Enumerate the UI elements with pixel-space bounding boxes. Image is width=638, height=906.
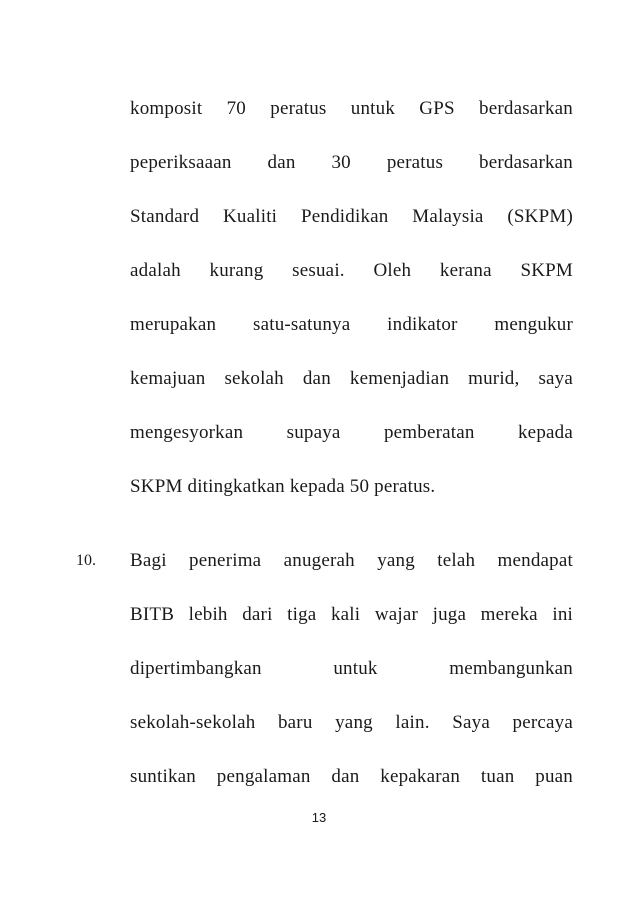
- paragraph-number: 10.: [76, 552, 96, 569]
- text-line: komposit 70 peratus untuk GPS berdasarkan: [130, 98, 573, 119]
- text-line: dipertimbangkan untuk membangunkan: [130, 658, 573, 679]
- text-line: suntikan pengalaman dan kepakaran tuan puan: [130, 766, 573, 787]
- text-line: Standard Kualiti Pendidikan Malaysia (SKPM): [130, 206, 573, 227]
- text-line: Bagi penerima anugerah yang telah mendapat: [130, 550, 573, 571]
- text-line: BITB lebih dari tiga kali wajar juga mereka ini: [130, 604, 573, 625]
- text-line: merupakan satu-satunya indikator mengukur: [130, 314, 573, 335]
- paragraph-10: [130, 546, 573, 816]
- text-line: adalah kurang sesuai. Oleh kerana SKPM: [130, 260, 573, 281]
- text-line: SKPM ditingkatkan kepada 50 peratus.: [130, 476, 436, 497]
- text-line: peperiksaaan dan 30 peratus berdasarkan: [130, 152, 573, 173]
- text-line: kemajuan sekolah dan kemenjadian murid, saya: [130, 368, 573, 389]
- text-line: mengesyorkan supaya pemberatan kepada: [130, 422, 573, 443]
- paragraph-continued: [130, 94, 573, 526]
- page-number: 13: [311, 810, 327, 825]
- text-line: sekolah-sekolah baru yang lain. Saya percaya: [130, 712, 573, 733]
